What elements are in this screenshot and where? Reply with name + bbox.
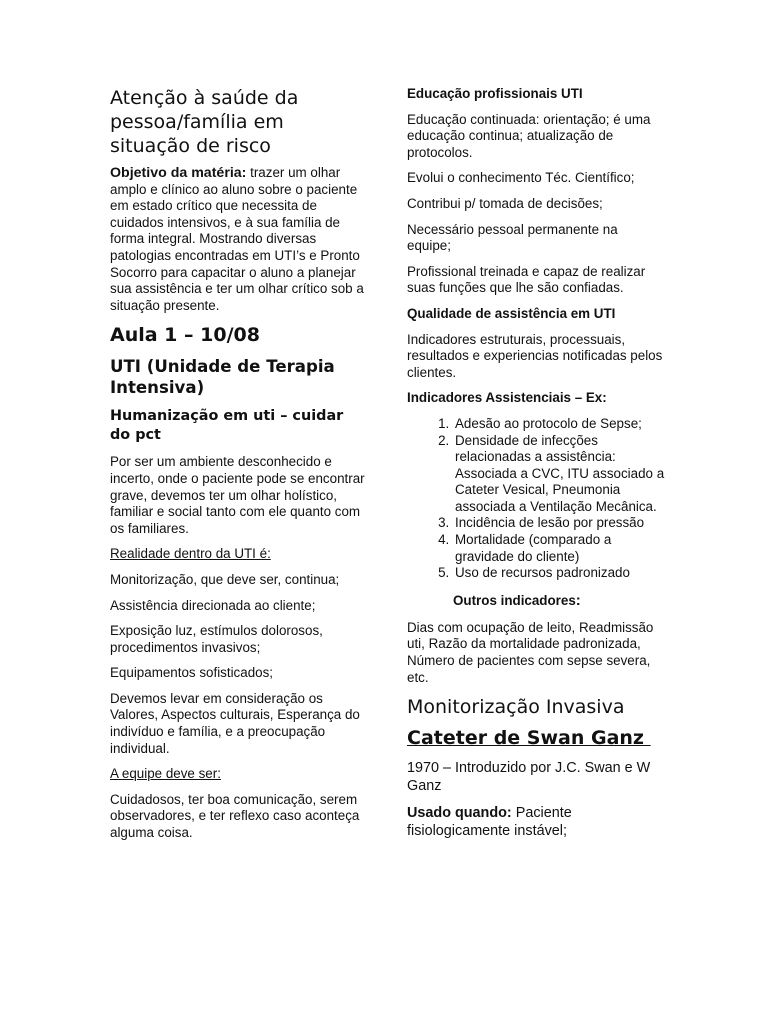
realidade-heading: Realidade dentro da UTI é:	[110, 546, 271, 562]
usado-text: Paciente fisiologicamente instável;	[407, 805, 572, 840]
usado-paragraph	[407, 804, 665, 840]
educacao-heading: Educação profissionais UTI	[407, 86, 583, 101]
aula-heading: Aula 1 – 10/08	[110, 324, 260, 347]
list-item: 2. Densidade de infecções relacionadas a assistência: Associada a CVC, ITU associado a Cateter Vesical, Pneumonia associada a Ventilação Mecânica.	[453, 433, 665, 516]
realidade-item: Monitorização, que deve ser, continua;	[110, 571, 340, 587]
qualidade-paragraph: Indicadores estruturais, processuais, resultados e experiencias notificadas pelos clientes.	[407, 331, 663, 380]
educacao-item: Profissional treinada e capaz de realizar suas funções que lhe são confiadas.	[407, 263, 646, 296]
monitorizacao-heading: Monitorização Invasiva	[407, 696, 625, 719]
outros-paragraph: Dias com ocupação de leito, Readmissão uti, Razão da mortalidade padronizada, Número de pacientes com sepse severa, etc.	[407, 619, 654, 685]
list-item: 1. Adesão ao protocolo de Sepse;	[453, 416, 665, 433]
cateter-heading: Cateter de Swan Ganz	[407, 727, 651, 750]
right-column	[407, 86, 665, 849]
indicadores-heading: Indicadores Assistenciais – Ex:	[407, 390, 607, 406]
equipe-paragraph: Cuidadosos, ter boa comunicação, serem observadores, e ter reflexo caso aconteça alguma coisa.	[110, 791, 360, 841]
objetivo-paragraph	[110, 165, 366, 314]
document-title: Atenção à saúde da pessoa/família em situação de risco	[110, 87, 299, 157]
outros-colon: :	[575, 591, 581, 609]
educacao-item: Necessário pessoal permanente na equipe;	[407, 221, 618, 254]
educacao-item: Evolui o conhecimento Téc. Científico;	[407, 170, 635, 186]
realidade-item: Assistência direcionada ao cliente;	[110, 597, 316, 613]
realidade-item: Devemos levar em consideração os Valores, Aspectos culturais, Esperança do indivíduo e família, e a preocupação individual.	[110, 690, 360, 756]
objetivo-text: trazer um olhar amplo e clínico ao aluno sobre o paciente em estado crítico que necessita de cuidados intensivos, e à sua família de forma integral. Mostrando diversas patologias encontradas em UTI’s e Pronto Socorro para capacitar o aluno a planejar sua assistência e ter um olhar crítico sob a situação presente.	[110, 165, 364, 313]
objetivo-label: Objetivo da matéria:	[110, 165, 247, 181]
list-item: 5. Uso de recursos padronizado	[453, 565, 665, 582]
educacao-item: Educação continuada: orientação; é uma educação continua; atualização de protocolos.	[407, 111, 651, 160]
usado-label: Usado quando:	[407, 805, 512, 822]
outros-heading-line	[453, 592, 665, 609]
uti-heading: UTI (Unidade de Terapia Intensiva)	[110, 357, 335, 398]
realidade-item: Exposição luz, estímulos dolorosos, procedimentos invasivos;	[110, 623, 323, 655]
qualidade-heading: Qualidade de assistência em UTI	[407, 305, 616, 321]
indicadores-list	[407, 416, 665, 582]
outros-heading: Outros indicadores	[453, 592, 576, 608]
left-column	[110, 86, 366, 851]
realidade-item: Equipamentos sofisticados;	[110, 665, 274, 681]
educacao-item: Contribui p/ tomada de decisões;	[407, 195, 603, 211]
historia-paragraph: 1970 – Introduzido por J.C. Swan e W Ganz	[407, 760, 651, 795]
humanizacao-heading: Humanização em uti – cuidar do pct	[110, 408, 344, 444]
list-item: 3. Incidência de lesão por pressão	[453, 515, 665, 532]
equipe-heading: A equipe deve ser:	[110, 766, 221, 782]
list-item: 4. Mortalidade (comparado a gravidade do cliente)	[453, 532, 665, 565]
humanizacao-paragraph: Por ser um ambiente desconhecido e incerto, onde o paciente pode se encontrar grave, devemos ter um olhar holístico, familiar e social tanto com ele quanto com os familiares.	[110, 454, 365, 536]
